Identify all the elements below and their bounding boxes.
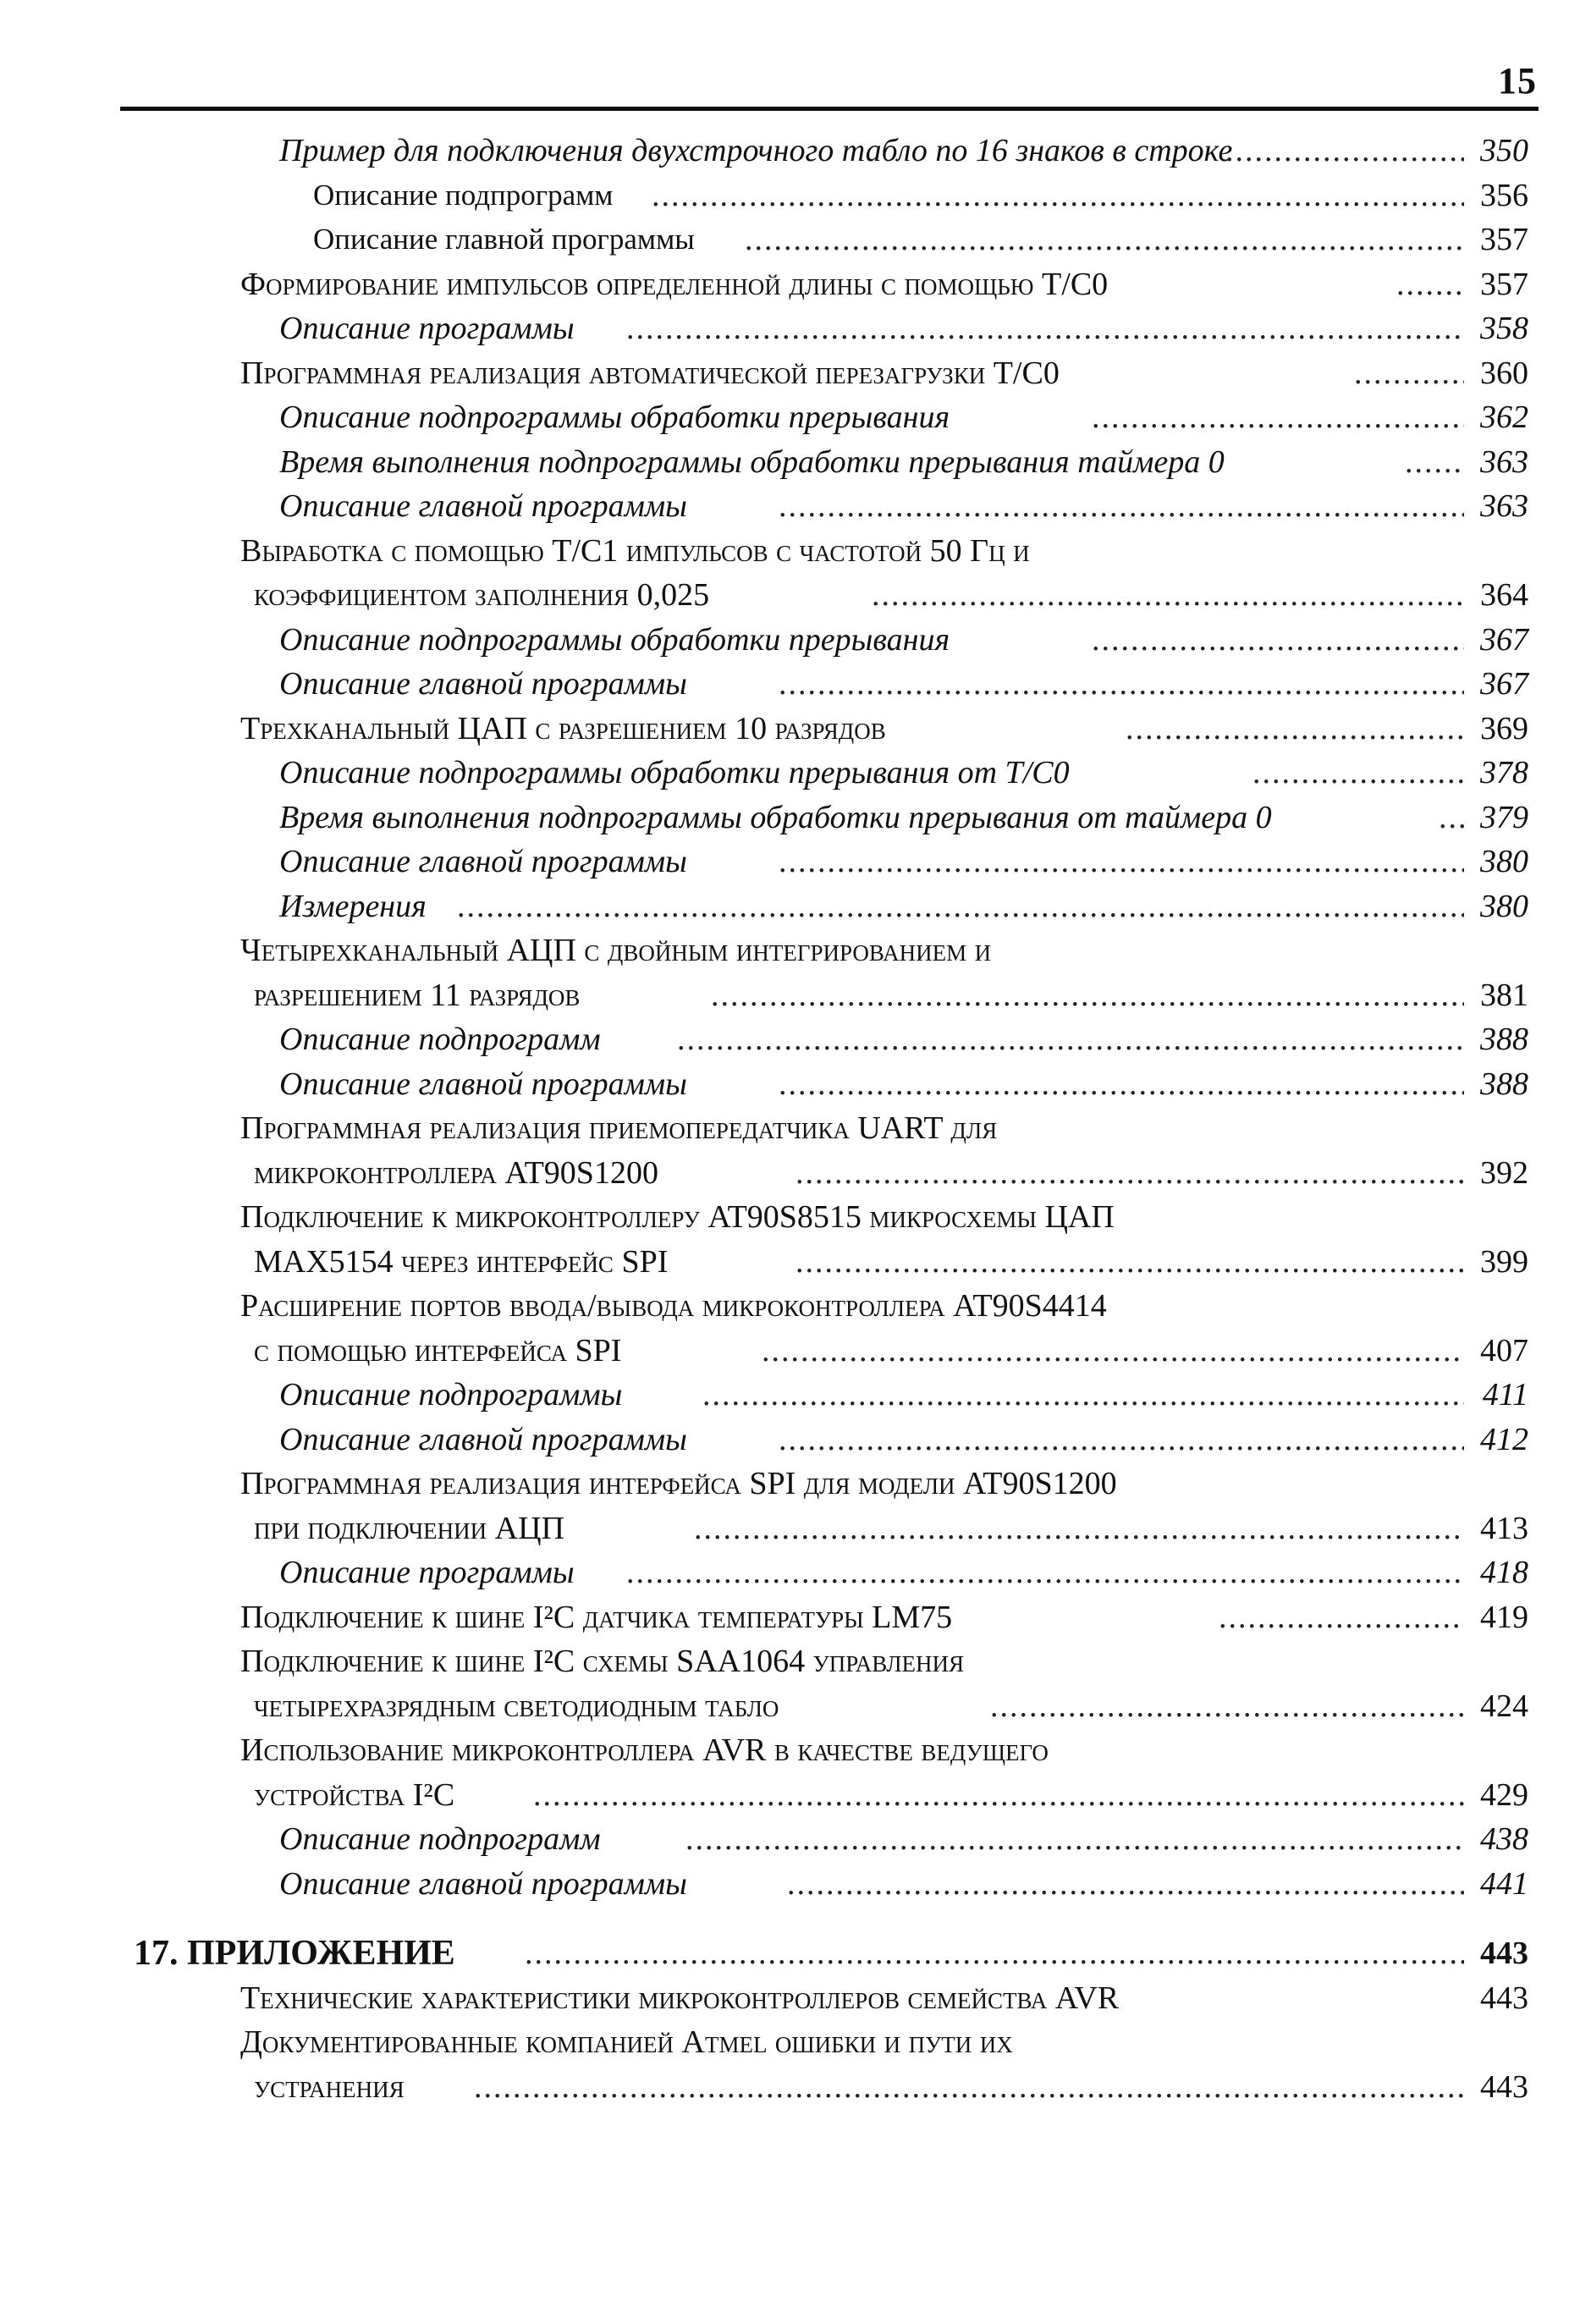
leader-dots — [1252, 754, 1464, 791]
toc-chapter-entry[interactable] — [0, 1931, 1569, 1976]
table-of-contents — [0, 129, 1569, 2109]
toc-entry-title: Документированные компанией Atmel ошибки и пути их — [240, 2024, 1013, 2060]
leader-dots — [711, 977, 1464, 1014]
toc-entry-page: 356 — [1477, 177, 1528, 214]
toc-entry-title: Описание подпрограмм — [279, 1821, 601, 1857]
leader-dots — [474, 2068, 1464, 2106]
leader-dots — [457, 888, 1464, 925]
leader-dots — [1126, 710, 1464, 747]
toc-entry[interactable] — [0, 1329, 1569, 1374]
toc-entry[interactable] — [0, 1728, 1569, 1773]
toc-entry-page: 381 — [1477, 977, 1528, 1014]
toc-entry-title: Описание подпрограммы обработки прерывания — [279, 621, 950, 658]
header-rule — [120, 107, 1539, 111]
toc-entry-page: 388 — [1477, 1066, 1528, 1103]
toc-entry-title: Описание главной программы — [313, 223, 695, 256]
toc-entry[interactable] — [0, 1976, 1569, 2021]
toc-entry-title: при подключении АЦП — [254, 1510, 564, 1546]
toc-entry[interactable] — [0, 306, 1569, 351]
toc-entry-title: MAX5154 через интерфейс SPI — [254, 1243, 669, 1280]
toc-entry[interactable] — [0, 395, 1569, 440]
toc-entry-page: 424 — [1477, 1688, 1528, 1725]
toc-entry-title: Технические характеристики микроконтроллеров семейства AVR — [240, 1980, 1120, 2016]
toc-entry-page: 441 — [1477, 1865, 1528, 1903]
toc-entry-page: 364 — [1477, 576, 1528, 614]
leader-dots — [779, 1421, 1464, 1458]
toc-chapter-title: 17. ПРИЛОЖЕНИЕ — [134, 1934, 455, 1973]
toc-entry-title: Время выполнения подпрограммы обработки прерывания таймера 0 — [279, 443, 1225, 480]
toc-entry-page: 369 — [1477, 710, 1528, 747]
toc-entry-page: 412 — [1477, 1421, 1528, 1458]
leader-dots — [1439, 799, 1464, 836]
toc-entry-page: 399 — [1477, 1243, 1528, 1280]
leader-dots — [787, 1865, 1464, 1903]
toc-entry-title: Описание главной программы — [279, 666, 687, 702]
toc-entry-page: 379 — [1477, 799, 1528, 836]
toc-entry[interactable] — [0, 129, 1569, 173]
leader-dots — [1225, 132, 1464, 169]
toc-entry-title: коэффициентом заполнения 0,025 — [254, 577, 710, 613]
leader-dots — [1219, 1599, 1464, 1636]
toc-entry[interactable] — [0, 484, 1569, 529]
toc-entry[interactable] — [0, 840, 1569, 884]
toc-entry-title: Описание подпрограмм — [313, 178, 614, 212]
leader-dots — [762, 1332, 1464, 1369]
toc-entry-title: Описание главной программы — [279, 844, 687, 879]
toc-entry-title: микроконтроллера AT90S1200 — [254, 1154, 658, 1191]
page-number: 15 — [1498, 60, 1537, 102]
toc-entry-title: Четырехканальный АЦП с двойным интегрированием и — [240, 933, 992, 968]
toc-entry-page: 413 — [1477, 1510, 1528, 1547]
toc-entry-page: 357 — [1477, 221, 1528, 258]
toc-entry[interactable] — [0, 1862, 1569, 1907]
toc-entry[interactable] — [0, 707, 1569, 752]
toc-entry-page: 380 — [1477, 843, 1528, 880]
toc-entry-page: 363 — [1477, 443, 1528, 481]
toc-entry[interactable] — [0, 1773, 1569, 1818]
toc-entry-page: 443 — [1477, 1980, 1528, 2017]
toc-entry-title: Использование микроконтроллера AVR в качестве ведущего — [240, 1732, 1049, 1768]
toc-entry[interactable] — [0, 262, 1569, 307]
toc-entry[interactable] — [0, 1151, 1569, 1196]
toc-entry-title: Описание программы — [279, 311, 575, 346]
leader-dots — [872, 576, 1464, 614]
leader-dots — [796, 1154, 1464, 1192]
toc-entry-title: Программная реализация автоматической перезагрузки T/C0 — [240, 355, 1060, 391]
toc-entry-page: 367 — [1477, 621, 1528, 658]
leader-dots — [677, 1021, 1464, 1058]
toc-entry-title: с помощью интерфейса SPI — [254, 1332, 622, 1369]
toc-entry-page: 380 — [1477, 888, 1528, 925]
leader-dots — [779, 843, 1464, 880]
toc-entry-page: 362 — [1477, 399, 1528, 436]
leader-dots — [694, 1510, 1464, 1547]
leader-dots — [626, 1554, 1464, 1591]
leader-dots — [652, 177, 1464, 214]
leader-dots — [990, 1688, 1464, 1725]
toc-entry-title: Трехканальный ЦАП с разрешением 10 разрядов — [240, 710, 886, 746]
toc-entry[interactable] — [0, 1418, 1569, 1462]
toc-entry-page: 367 — [1477, 665, 1528, 702]
toc-entry-page: 392 — [1477, 1154, 1528, 1192]
toc-entry-title: Описание главной программы — [279, 1421, 687, 1457]
toc-entry-page: 438 — [1477, 1820, 1528, 1858]
leader-dots — [1354, 355, 1464, 392]
toc-entry-page: 358 — [1477, 310, 1528, 347]
toc-entry-title: Описание подпрограммы обработки прерывания — [279, 399, 950, 435]
toc-entry-page: 350 — [1477, 132, 1528, 169]
toc-entry-title: Подключение к шине I²C датчика температуры LM75 — [240, 1599, 953, 1635]
toc-entry-title: Расширение портов ввода/вывода микроконтроллера AT90S4414 — [240, 1288, 1107, 1324]
toc-entry[interactable] — [0, 1684, 1569, 1729]
toc-entry-page: 357 — [1477, 266, 1528, 303]
toc-entry-title: четырехразрядным светодиодным табло — [254, 1688, 779, 1724]
toc-entry[interactable] — [0, 529, 1569, 574]
toc-entry[interactable] — [0, 662, 1569, 707]
toc-entry[interactable] — [0, 1817, 1569, 1862]
toc-entry-title: Описание главной программы — [279, 488, 687, 524]
toc-entry-page: 429 — [1477, 1776, 1528, 1814]
leader-dots — [796, 1243, 1464, 1280]
toc-entry[interactable] — [0, 1373, 1569, 1418]
toc-entry-title: Измерения — [279, 888, 427, 924]
toc-entry[interactable] — [0, 1062, 1569, 1107]
toc-entry[interactable] — [0, 1106, 1569, 1151]
toc-entry[interactable] — [0, 1284, 1569, 1329]
toc-entry[interactable] — [0, 351, 1569, 396]
toc-entry-title: Описание главной программы — [279, 1066, 687, 1102]
toc-entry-title: Описание подпрограммы обработки прерывания от T/C0 — [279, 755, 1070, 790]
leader-dots — [779, 487, 1464, 525]
toc-entry-page: 363 — [1477, 487, 1528, 525]
leader-dots — [533, 1776, 1464, 1814]
toc-entry-page: 407 — [1477, 1332, 1528, 1369]
toc-entry-page: 388 — [1477, 1021, 1528, 1058]
toc-entry[interactable] — [0, 618, 1569, 663]
leader-dots — [525, 1935, 1464, 1972]
toc-entry[interactable] — [0, 1506, 1569, 1551]
toc-entry[interactable] — [0, 884, 1569, 929]
toc-entry-page: 443 — [1477, 1935, 1528, 1972]
toc-entry[interactable] — [0, 2065, 1569, 2110]
toc-entry-page: 378 — [1477, 754, 1528, 791]
leader-dots — [626, 310, 1464, 347]
leader-dots — [779, 1066, 1464, 1103]
toc-entry-title: Описание главной программы — [279, 1865, 687, 1902]
toc-entry-title: разрешением 11 разрядов — [254, 977, 581, 1013]
toc-entry[interactable] — [0, 928, 1569, 973]
leader-dots — [745, 221, 1464, 258]
toc-entry-title: Программная реализация приемопередатчика UART для — [240, 1110, 998, 1146]
toc-entry[interactable] — [0, 173, 1569, 218]
toc-entry-title: Выработка с помощью T/C1 импульсов с частотой 50 Гц и — [240, 532, 1030, 569]
leader-dots — [1092, 621, 1464, 658]
toc-entry[interactable] — [0, 1639, 1569, 1684]
toc-entry[interactable] — [0, 573, 1569, 618]
toc-entry[interactable] — [0, 2020, 1569, 2065]
toc-entry-title: Подключение к шине I²C схемы SAA1064 управления — [240, 1644, 965, 1679]
toc-entry[interactable] — [0, 796, 1569, 840]
toc-entry-page: 419 — [1477, 1599, 1528, 1636]
toc-entry-title: Описание программы — [279, 1555, 575, 1590]
toc-entry[interactable] — [0, 218, 1569, 262]
toc-entry-page: 418 — [1477, 1554, 1528, 1591]
toc-entry[interactable] — [0, 1017, 1569, 1062]
toc-entry-page: 411 — [1479, 1376, 1528, 1413]
leader-dots — [1405, 443, 1464, 481]
leader-dots — [779, 665, 1464, 702]
toc-entry[interactable] — [0, 751, 1569, 796]
leader-dots — [685, 1820, 1464, 1858]
toc-entry[interactable] — [0, 1195, 1569, 1240]
toc-entry[interactable] — [0, 973, 1569, 1018]
toc-entry[interactable] — [0, 1550, 1569, 1595]
leader-dots — [702, 1376, 1464, 1413]
toc-entry[interactable] — [0, 1240, 1569, 1285]
toc-entry-title: устройства I²C — [254, 1776, 455, 1813]
toc-entry-title: Подключение к микроконтроллеру AT90S8515 микросхемы ЦАП — [240, 1199, 1115, 1235]
toc-entry[interactable] — [0, 1462, 1569, 1506]
toc-entry-title: Программная реализация интерфейса SPI для модели AT90S1200 — [240, 1466, 1117, 1501]
toc-entry-title: Описание подпрограммы — [279, 1377, 623, 1413]
leader-dots — [1092, 399, 1464, 436]
toc-entry-title: устранения — [254, 2068, 405, 2105]
leader-dots — [1396, 266, 1464, 303]
toc-entry-title: Время выполнения подпрограммы обработки прерывания от таймера 0 — [279, 799, 1272, 835]
toc-entry[interactable] — [0, 1595, 1569, 1640]
toc-entry[interactable] — [0, 440, 1569, 485]
toc-entry-page: 360 — [1477, 355, 1528, 392]
toc-entry-title: Формирование импульсов определенной длины с помощью T/C0 — [240, 266, 1109, 302]
toc-entry-title: Пример для подключения двухстрочного табло по 16 знаков в строке — [279, 133, 1233, 168]
toc-entry-title: Описание подпрограмм — [279, 1022, 601, 1057]
toc-entry-page: 443 — [1477, 2068, 1528, 2106]
